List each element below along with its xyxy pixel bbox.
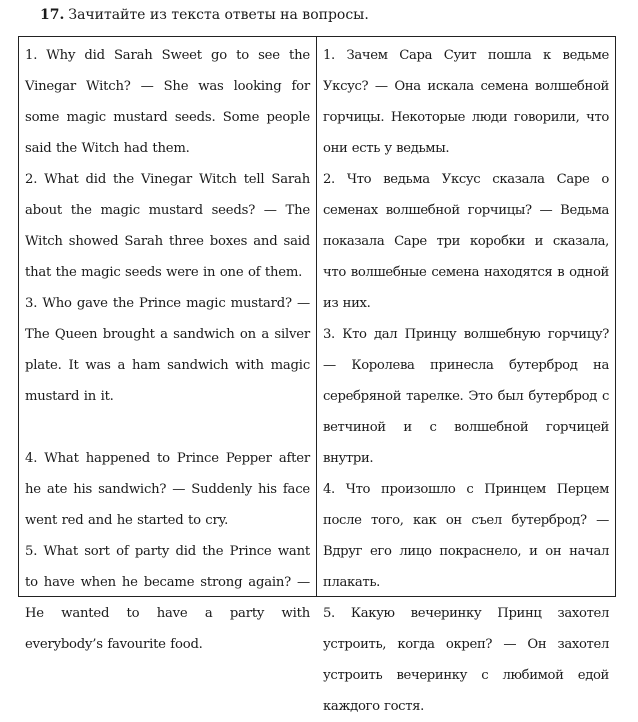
russian-column: [317, 37, 615, 714]
russian-item-5: 5. Какую вечеринку Принц захотел устроить, когда окреп? — Он захотел устроить вечеринку с любимой едой каждого гостя.: [323, 606, 609, 714]
russian-item-4: 4. Что произошло с Принцем Перцем после того, как он съел бутерброд? — Вдруг его лицо покраснело, и он начал плакать.: [323, 482, 609, 590]
english-item-5: 5. What sort of party did the Prince want to have when he became strong again? — He wanted to have a party with everybody’s favourite food.: [25, 544, 310, 652]
english-item-3: 3. Who gave the Prince magic mustard? — The Queen brought a sandwich on a silver plate. It was a ham sandwich with magic mustard in it.: [25, 296, 310, 404]
russian-item-1: 1. Зачем Сара Суит пошла к ведьме Уксус? — Она искала семена волшебной горчицы. Некоторые люди говорили, что они есть у ведьмы.: [323, 48, 609, 156]
russian-item-2: 2. Что ведьма Уксус сказала Саре о семенах волшебной горчицы? — Ведьма показала Саре три коробки и сказала, что волшебные семена находятся в одной из них.: [323, 172, 609, 311]
english-item-4: 4. What happened to Prince Pepper after he ate his sandwich? — Suddenly his face went red and he started to cry.: [25, 451, 310, 528]
english-item-1: 1. Why did Sarah Sweet go to see the Vinegar Witch? — She was looking for some magic mustard seeds. Some people said the Witch had them.: [25, 48, 310, 156]
exercise-instruction: Зачитайте из текста ответы на вопросы.: [68, 7, 369, 23]
exercise-heading: [40, 4, 369, 26]
english-column: [19, 37, 317, 652]
russian-item-3: 3. Кто дал Принцу волшебную горчицу? — Королева принесла бутерброд на серебряной тарелке. Это был бутерброд с ветчиной и с волшебной горчицей внутри.: [323, 327, 609, 466]
column-spacer: [25, 412, 310, 443]
exercise-number: 17.: [40, 7, 65, 23]
qa-table: [18, 36, 616, 714]
english-item-2: 2. What did the Vinegar Witch tell Sarah about the magic mustard seeds? — The Witch showed Sarah three boxes and said that the magic seeds were in one of them.: [25, 172, 310, 280]
